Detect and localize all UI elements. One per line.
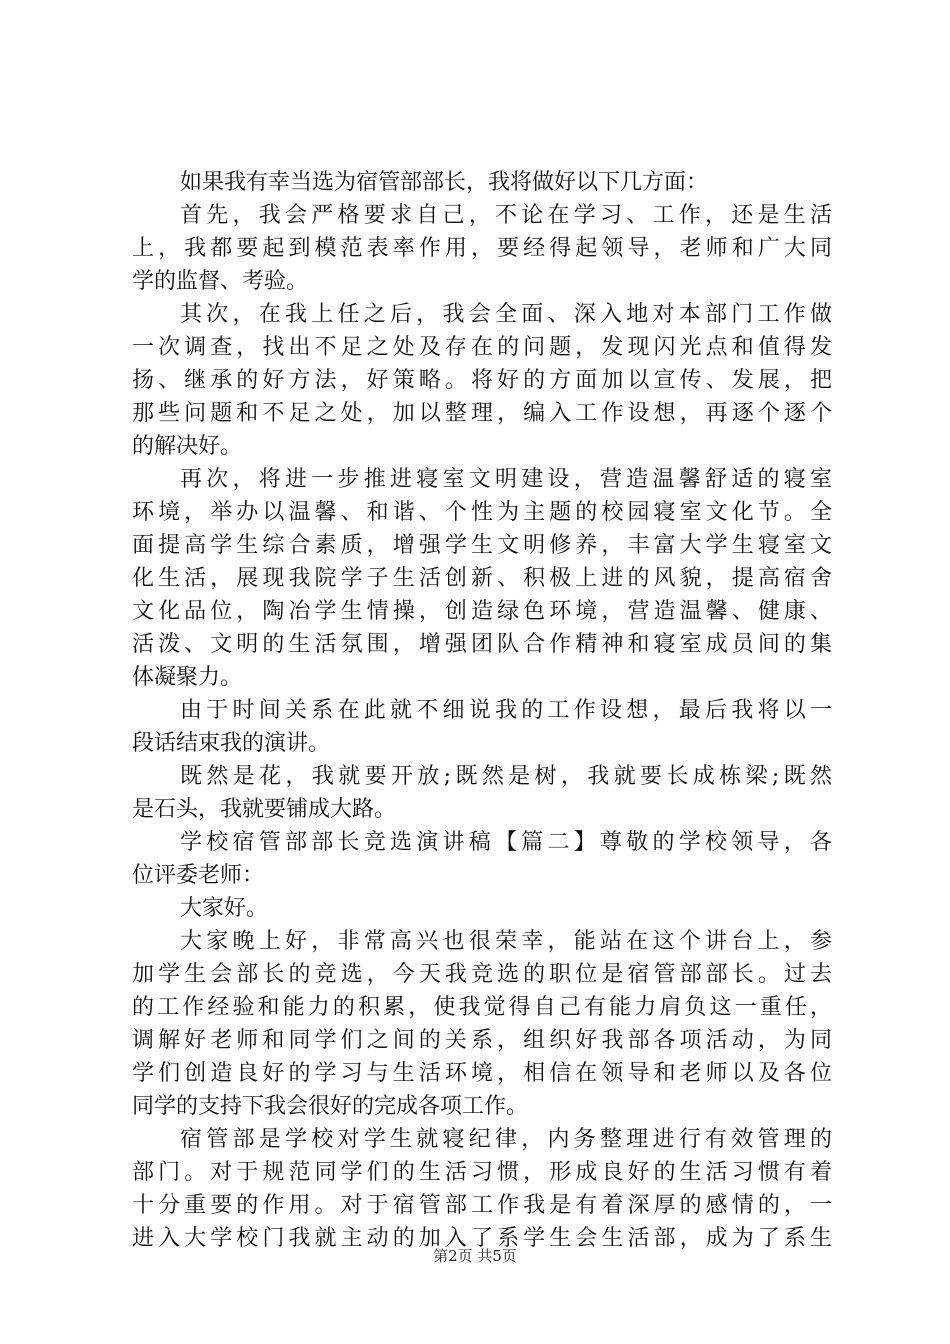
text-line: 大家好。 — [180, 896, 269, 921]
text-line: 同学的支持下我会很好的完成各项工作。 — [132, 1094, 529, 1119]
text-line: 宿管部是学校对学生就寝纪律，内务整理进行有效管理的 — [180, 1127, 832, 1152]
document-body — [132, 166, 832, 1255]
text-line: 学的监督、考验。 — [132, 269, 309, 294]
text-line: 既然是花，我就要开放;既然是树，我就要长成栋梁;既然 — [180, 764, 832, 789]
text-line: 十分重要的作用。对于宿管部工作我是有着深厚的感情的，一 — [132, 1193, 832, 1218]
text-line: 如果我有幸当选为宿管部部长，我将做好以下几方面： — [180, 170, 709, 195]
text-line: 调解好老师和同学们之间的关系，组织好我部各项活动，为同 — [132, 1028, 832, 1053]
text-line: 活泼、文明的生活氛围，增强团队合作精神和寝室成员间的集 — [132, 632, 832, 657]
text-line: 体凝聚力。 — [132, 665, 243, 690]
text-line: 学们创造良好的学习与生活环境，相信在领导和老师以及各位 — [132, 1061, 832, 1086]
text-line: 一次调查，找出不足之处及存在的问题，发现闪光点和值得发 — [132, 335, 832, 360]
text-line: 上，我都要起到模范表率作用，要经得起领导，老师和广大同 — [132, 236, 832, 261]
text-line: 进入大学校门我就主动的加入了系学生会生活部，成为了系生 — [132, 1226, 832, 1251]
text-line: 大家晚上好，非常高兴也很荣幸，能站在这个讲台上，参 — [180, 929, 832, 954]
text-line: 其次，在我上任之后，我会全面、深入地对本部门工作做 — [180, 302, 832, 327]
text-line: 学校宿管部部长竞选演讲稿【篇二】尊敬的学校领导，各 — [180, 830, 832, 855]
text-line: 环境，举办以温馨、和谐、个性为主题的校园寝室文化节。全 — [132, 500, 832, 525]
text-line: 加学生会部长的竞选，今天我竞选的职位是宿管部部长。过去 — [132, 962, 832, 987]
text-line: 部门。对于规范同学们的生活习惯，形成良好的生活习惯有着 — [132, 1160, 832, 1185]
text-line: 首先，我会严格要求自己，不论在学习、工作，还是生活 — [180, 203, 832, 228]
text-line: 由于时间关系在此就不细说我的工作设想，最后我将以一 — [180, 698, 832, 723]
text-line: 再次，将进一步推进寝室文明建设，营造温馨舒适的寝室 — [180, 467, 832, 492]
text-line: 的工作经验和能力的积累，使我觉得自己有能力肩负这一重任， — [132, 995, 832, 1020]
text-line: 位评委老师： — [132, 863, 265, 888]
text-line: 文化品位，陶冶学生情操，创造绿色环境，营造温馨、健康、 — [132, 599, 832, 624]
text-line: 面提高学生综合素质，增强学生文明修养，丰富大学生寝室文 — [132, 533, 832, 558]
page-number-footer: 第2页 共5页 — [433, 1247, 517, 1265]
text-line: 扬、继承的好方法，好策略。将好的方面加以宣传、发展，把 — [132, 368, 832, 393]
text-line: 是石头，我就要铺成大路。 — [132, 797, 397, 822]
text-line: 化生活，展现我院学子生活创新、积极上进的风貌，提高宿舍 — [132, 566, 832, 591]
text-line: 的解决好。 — [132, 434, 243, 459]
text-line: 那些问题和不足之处，加以整理，编入工作设想，再逐个逐个 — [132, 401, 832, 426]
text-line: 段话结束我的演讲。 — [132, 731, 331, 756]
